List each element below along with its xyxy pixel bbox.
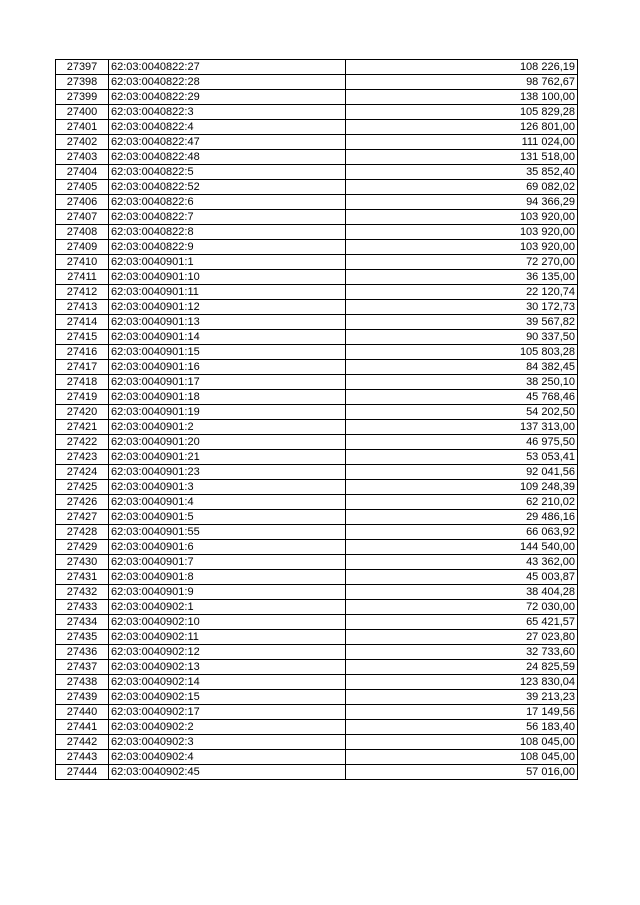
row-number-cell: 27437	[56, 660, 109, 675]
cadastral-number-cell: 62:03:0040822:4	[109, 120, 346, 135]
table-row	[56, 195, 578, 210]
row-number-cell: 27425	[56, 480, 109, 495]
row-number-cell: 27440	[56, 705, 109, 720]
table-row	[56, 645, 578, 660]
value-cell: 108 226,19	[346, 60, 578, 75]
table-body	[56, 60, 578, 780]
value-cell: 29 486,16	[346, 510, 578, 525]
cadastral-number-cell: 62:03:0040901:6	[109, 540, 346, 555]
value-cell: 98 762,67	[346, 75, 578, 90]
value-cell: 45 768,46	[346, 390, 578, 405]
cadastral-number-cell: 62:03:0040901:5	[109, 510, 346, 525]
table-row	[56, 540, 578, 555]
row-number-cell: 27444	[56, 765, 109, 780]
table-row	[56, 600, 578, 615]
row-number-cell: 27400	[56, 105, 109, 120]
cadastral-number-cell: 62:03:0040901:55	[109, 525, 346, 540]
value-cell: 65 421,57	[346, 615, 578, 630]
value-cell: 22 120,74	[346, 285, 578, 300]
row-number-cell: 27435	[56, 630, 109, 645]
cadastral-number-cell: 62:03:0040902:12	[109, 645, 346, 660]
table-row	[56, 75, 578, 90]
value-cell: 105 829,28	[346, 105, 578, 120]
table-row	[56, 300, 578, 315]
row-number-cell: 27417	[56, 360, 109, 375]
cadastral-number-cell: 62:03:0040822:7	[109, 210, 346, 225]
row-number-cell: 27443	[56, 750, 109, 765]
cadastral-value-table	[55, 59, 578, 780]
cadastral-number-cell: 62:03:0040901:1	[109, 255, 346, 270]
value-cell: 109 248,39	[346, 480, 578, 495]
table-row	[56, 375, 578, 390]
table-row	[56, 60, 578, 75]
cadastral-number-cell: 62:03:0040902:14	[109, 675, 346, 690]
row-number-cell: 27423	[56, 450, 109, 465]
row-number-cell: 27432	[56, 585, 109, 600]
row-number-cell: 27431	[56, 570, 109, 585]
value-cell: 103 920,00	[346, 240, 578, 255]
row-number-cell: 27410	[56, 255, 109, 270]
table-row	[56, 495, 578, 510]
cadastral-number-cell: 62:03:0040902:11	[109, 630, 346, 645]
value-cell: 131 518,00	[346, 150, 578, 165]
table-row	[56, 105, 578, 120]
value-cell: 43 362,00	[346, 555, 578, 570]
cadastral-number-cell: 62:03:0040901:9	[109, 585, 346, 600]
value-cell: 111 024,00	[346, 135, 578, 150]
cadastral-number-cell: 62:03:0040901:11	[109, 285, 346, 300]
row-number-cell: 27424	[56, 465, 109, 480]
value-cell: 103 920,00	[346, 210, 578, 225]
value-cell: 72 030,00	[346, 600, 578, 615]
value-cell: 38 250,10	[346, 375, 578, 390]
table-row	[56, 270, 578, 285]
row-number-cell: 27439	[56, 690, 109, 705]
row-number-cell: 27418	[56, 375, 109, 390]
value-cell: 57 016,00	[346, 765, 578, 780]
cadastral-number-cell: 62:03:0040901:12	[109, 300, 346, 315]
row-number-cell: 27402	[56, 135, 109, 150]
value-cell: 36 135,00	[346, 270, 578, 285]
cadastral-number-cell: 62:03:0040902:13	[109, 660, 346, 675]
value-cell: 30 172,73	[346, 300, 578, 315]
table-row	[56, 705, 578, 720]
table-row	[56, 585, 578, 600]
cadastral-number-cell: 62:03:0040822:5	[109, 165, 346, 180]
value-cell: 138 100,00	[346, 90, 578, 105]
cadastral-number-cell: 62:03:0040901:13	[109, 315, 346, 330]
cadastral-number-cell: 62:03:0040902:1	[109, 600, 346, 615]
table-row	[56, 420, 578, 435]
value-cell: 84 382,45	[346, 360, 578, 375]
cadastral-number-cell: 62:03:0040901:20	[109, 435, 346, 450]
table-row	[56, 735, 578, 750]
cadastral-number-cell: 62:03:0040901:18	[109, 390, 346, 405]
table-row	[56, 165, 578, 180]
value-cell: 108 045,00	[346, 750, 578, 765]
row-number-cell: 27422	[56, 435, 109, 450]
value-cell: 35 852,40	[346, 165, 578, 180]
row-number-cell: 27415	[56, 330, 109, 345]
value-cell: 45 003,87	[346, 570, 578, 585]
cadastral-number-cell: 62:03:0040902:3	[109, 735, 346, 750]
cadastral-number-cell: 62:03:0040822:27	[109, 60, 346, 75]
row-number-cell: 27401	[56, 120, 109, 135]
table-row	[56, 765, 578, 780]
table-row	[56, 90, 578, 105]
row-number-cell: 27412	[56, 285, 109, 300]
table-row	[56, 510, 578, 525]
cadastral-number-cell: 62:03:0040901:4	[109, 495, 346, 510]
row-number-cell: 27442	[56, 735, 109, 750]
value-cell: 123 830,04	[346, 675, 578, 690]
row-number-cell: 27428	[56, 525, 109, 540]
row-number-cell: 27427	[56, 510, 109, 525]
row-number-cell: 27416	[56, 345, 109, 360]
cadastral-number-cell: 62:03:0040822:6	[109, 195, 346, 210]
value-cell: 108 045,00	[346, 735, 578, 750]
cadastral-number-cell: 62:03:0040901:21	[109, 450, 346, 465]
table-row	[56, 555, 578, 570]
cadastral-number-cell: 62:03:0040902:45	[109, 765, 346, 780]
table-row	[56, 405, 578, 420]
value-cell: 53 053,41	[346, 450, 578, 465]
cadastral-number-cell: 62:03:0040901:10	[109, 270, 346, 285]
table-row	[56, 435, 578, 450]
value-cell: 69 082,02	[346, 180, 578, 195]
table-row	[56, 525, 578, 540]
value-cell: 27 023,80	[346, 630, 578, 645]
row-number-cell: 27409	[56, 240, 109, 255]
value-cell: 39 567,82	[346, 315, 578, 330]
value-cell: 56 183,40	[346, 720, 578, 735]
table-row	[56, 660, 578, 675]
cadastral-number-cell: 62:03:0040901:14	[109, 330, 346, 345]
row-number-cell: 27441	[56, 720, 109, 735]
cadastral-number-cell: 62:03:0040822:8	[109, 225, 346, 240]
row-number-cell: 27407	[56, 210, 109, 225]
value-cell: 24 825,59	[346, 660, 578, 675]
cadastral-number-cell: 62:03:0040822:28	[109, 75, 346, 90]
row-number-cell: 27426	[56, 495, 109, 510]
cadastral-number-cell: 62:03:0040901:7	[109, 555, 346, 570]
table-row	[56, 750, 578, 765]
value-cell: 105 803,28	[346, 345, 578, 360]
value-cell: 54 202,50	[346, 405, 578, 420]
row-number-cell: 27398	[56, 75, 109, 90]
row-number-cell: 27436	[56, 645, 109, 660]
row-number-cell: 27413	[56, 300, 109, 315]
cadastral-number-cell: 62:03:0040902:10	[109, 615, 346, 630]
row-number-cell: 27430	[56, 555, 109, 570]
cadastral-number-cell: 62:03:0040901:17	[109, 375, 346, 390]
cadastral-number-cell: 62:03:0040902:17	[109, 705, 346, 720]
value-cell: 38 404,28	[346, 585, 578, 600]
value-cell: 62 210,02	[346, 495, 578, 510]
cadastral-number-cell: 62:03:0040901:19	[109, 405, 346, 420]
table-row	[56, 465, 578, 480]
row-number-cell: 27438	[56, 675, 109, 690]
cadastral-number-cell: 62:03:0040901:2	[109, 420, 346, 435]
cadastral-number-cell: 62:03:0040822:52	[109, 180, 346, 195]
table-row	[56, 630, 578, 645]
table-row	[56, 345, 578, 360]
cadastral-number-cell: 62:03:0040822:29	[109, 90, 346, 105]
value-cell: 103 920,00	[346, 225, 578, 240]
value-cell: 90 337,50	[346, 330, 578, 345]
table-row	[56, 240, 578, 255]
row-number-cell: 27404	[56, 165, 109, 180]
row-number-cell: 27403	[56, 150, 109, 165]
table-row	[56, 315, 578, 330]
cadastral-number-cell: 62:03:0040822:9	[109, 240, 346, 255]
cadastral-number-cell: 62:03:0040901:3	[109, 480, 346, 495]
table-row	[56, 135, 578, 150]
value-cell: 92 041,56	[346, 465, 578, 480]
table-row	[56, 360, 578, 375]
table-row	[56, 480, 578, 495]
cadastral-number-cell: 62:03:0040902:2	[109, 720, 346, 735]
row-number-cell: 27433	[56, 600, 109, 615]
cadastral-number-cell: 62:03:0040902:15	[109, 690, 346, 705]
row-number-cell: 27429	[56, 540, 109, 555]
row-number-cell: 27414	[56, 315, 109, 330]
value-cell: 39 213,23	[346, 690, 578, 705]
table-row	[56, 675, 578, 690]
value-cell: 66 063,92	[346, 525, 578, 540]
row-number-cell: 27408	[56, 225, 109, 240]
row-number-cell: 27411	[56, 270, 109, 285]
table-row	[56, 255, 578, 270]
cadastral-number-cell: 62:03:0040822:48	[109, 150, 346, 165]
row-number-cell: 27434	[56, 615, 109, 630]
table-row	[56, 120, 578, 135]
row-number-cell: 27421	[56, 420, 109, 435]
table-row	[56, 390, 578, 405]
table-row	[56, 330, 578, 345]
table-row	[56, 615, 578, 630]
row-number-cell: 27397	[56, 60, 109, 75]
value-cell: 46 975,50	[346, 435, 578, 450]
table-row	[56, 450, 578, 465]
table-row	[56, 690, 578, 705]
table-row	[56, 285, 578, 300]
cadastral-number-cell: 62:03:0040901:23	[109, 465, 346, 480]
table-row	[56, 210, 578, 225]
table-row	[56, 720, 578, 735]
row-number-cell: 27399	[56, 90, 109, 105]
value-cell: 32 733,60	[346, 645, 578, 660]
value-cell: 94 366,29	[346, 195, 578, 210]
cadastral-number-cell: 62:03:0040822:3	[109, 105, 346, 120]
value-cell: 126 801,00	[346, 120, 578, 135]
cadastral-number-cell: 62:03:0040901:15	[109, 345, 346, 360]
table-row	[56, 570, 578, 585]
table-row	[56, 225, 578, 240]
value-cell: 17 149,56	[346, 705, 578, 720]
value-cell: 144 540,00	[346, 540, 578, 555]
value-cell: 137 313,00	[346, 420, 578, 435]
row-number-cell: 27406	[56, 195, 109, 210]
row-number-cell: 27420	[56, 405, 109, 420]
table-row	[56, 150, 578, 165]
cadastral-number-cell: 62:03:0040901:16	[109, 360, 346, 375]
table-row	[56, 180, 578, 195]
cadastral-number-cell: 62:03:0040901:8	[109, 570, 346, 585]
row-number-cell: 27419	[56, 390, 109, 405]
value-cell: 72 270,00	[346, 255, 578, 270]
cadastral-number-cell: 62:03:0040822:47	[109, 135, 346, 150]
cadastral-number-cell: 62:03:0040902:4	[109, 750, 346, 765]
row-number-cell: 27405	[56, 180, 109, 195]
